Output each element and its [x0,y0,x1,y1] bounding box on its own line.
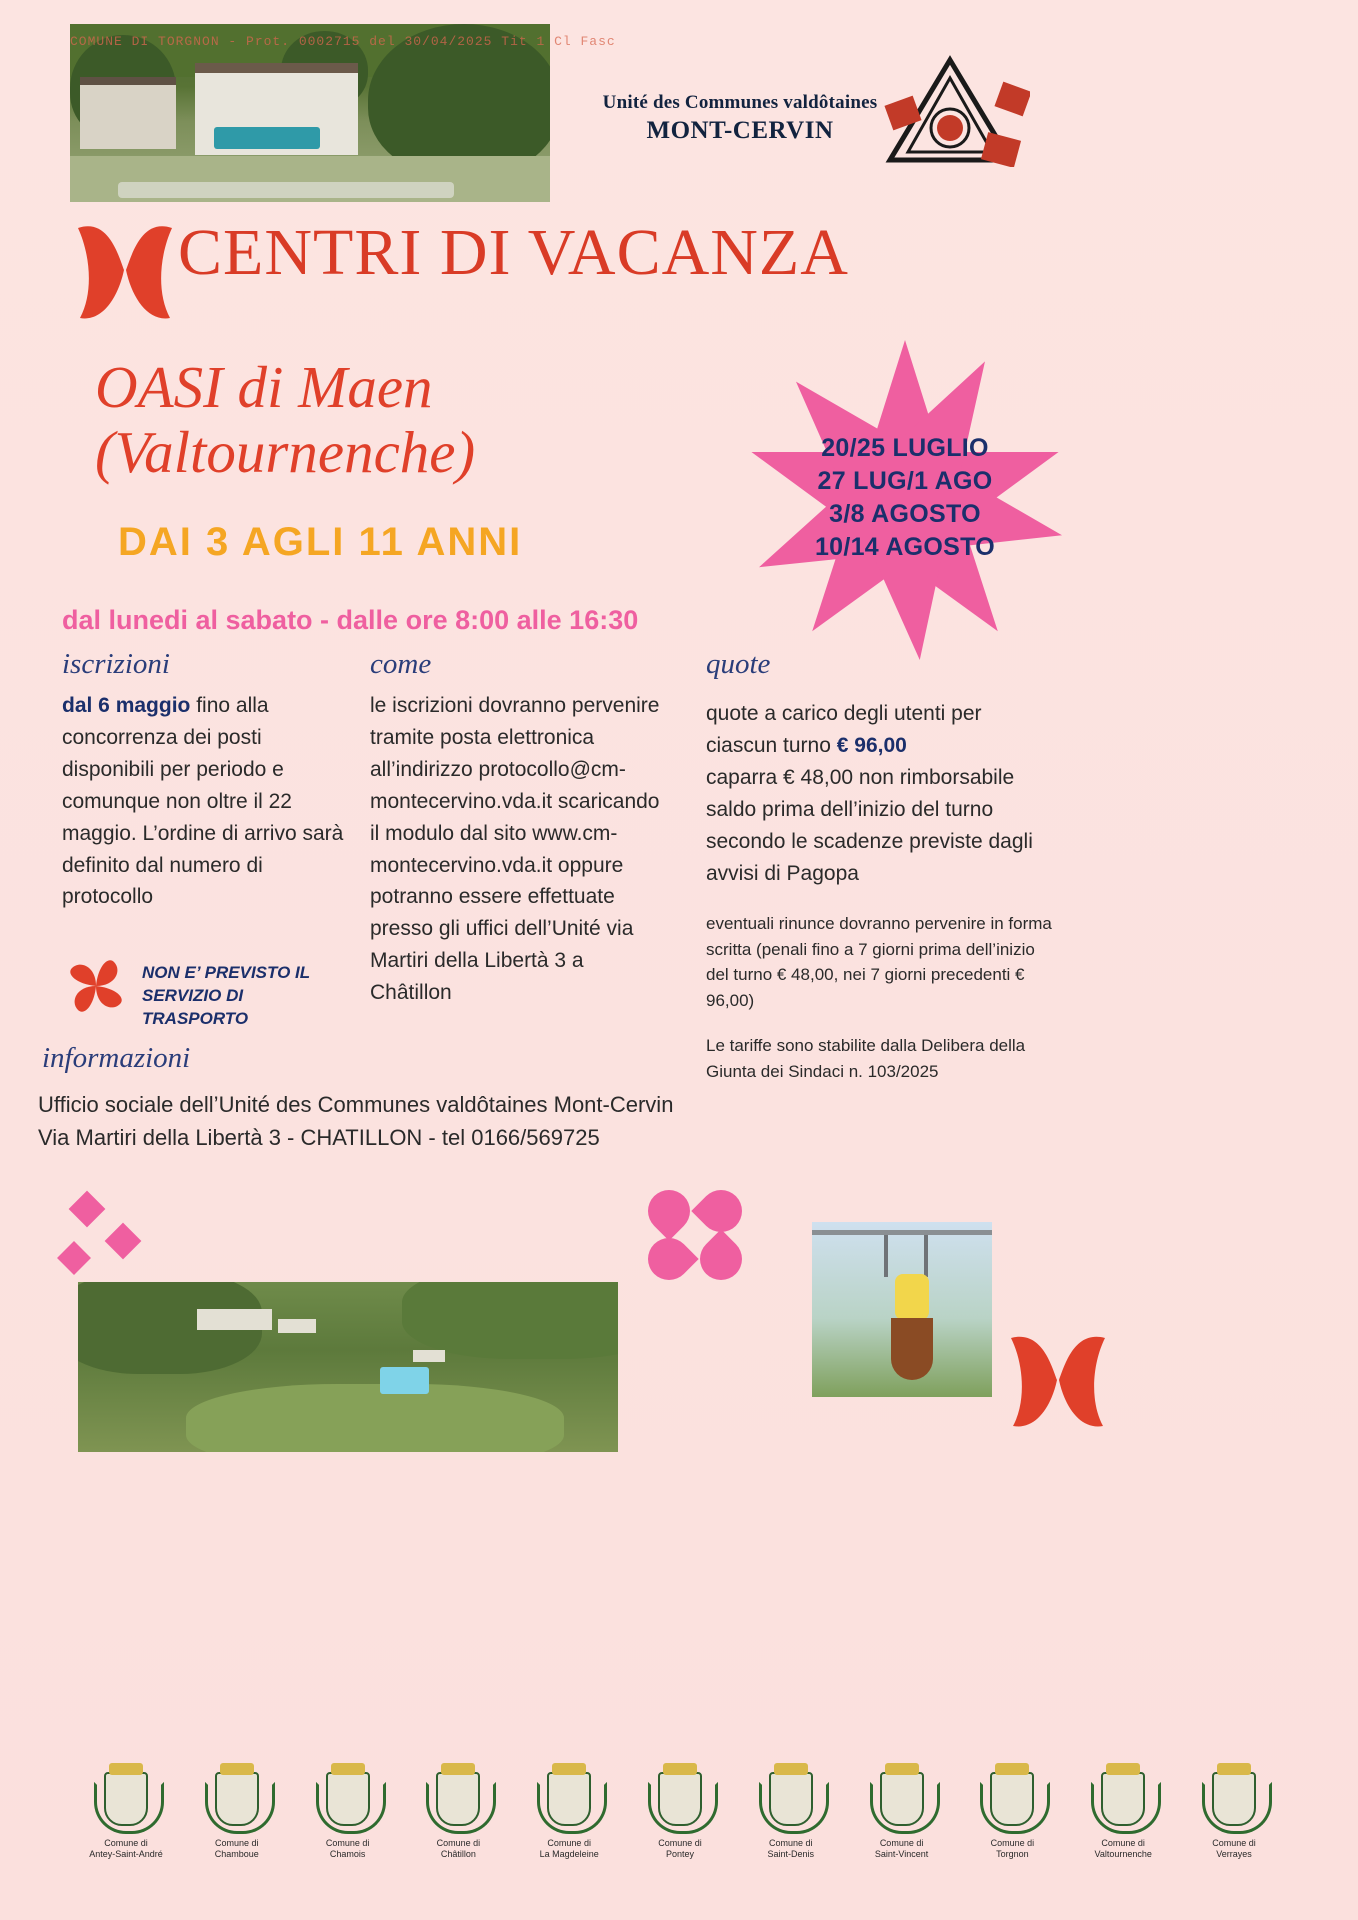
pinwheel-icon [60,950,132,1022]
informazioni-line-2: Via Martiri della Libertà 3 - CHATILLON - tel 0166/569725 [38,1125,600,1150]
quote-note-1: eventuali rinunce dovranno pervenire in forma scritta (penali fino a 7 giorni prima dell’inizio del turno € 48,00, nei 7 giorni precedenti € 96,00) [706,914,1052,1010]
quote-price: € 96,00 [836,733,907,757]
page-title: CENTRI DI VACANZA [178,216,849,289]
petal-decoration-icon [639,1229,698,1288]
quote-note-2: Le tariffe sono stabilite dalla Delibera della Giunta dei Sindaci n. 103/2025 [706,1036,1026,1081]
crest-item [523,1772,615,1860]
crest-item [745,1772,837,1860]
protocol-stamp: COMUNE DI TORGNON - Prot. 0002715 del 30/04/2025 Tit 1 Cl Fasc [70,34,616,49]
crest-item [856,1772,948,1860]
place-title [95,355,735,485]
no-transport-line-1: NON E’ PREVISTO IL [142,963,311,982]
ribbon-decoration-icon [1005,1330,1110,1430]
date-line-1: 20/25 LUGLIO [821,434,989,462]
come-body: le iscrizioni dovranno pervenire tramite posta elettronica all’indirizzo protocollo@cm-montecervino.vda.it scaricando il modulo dal sito www.cm-montecervino.vda.it oppure potranno essere effettuate presso gli uffici dell’Unité via Martiri della Libertà 3 a Châtillon [370,694,660,1005]
crest-item [634,1772,726,1860]
no-transport-line-2: SERVIZIO DI TRASPORTO [142,985,249,1028]
opening-hours: dal lunedi al sabato - dalle ore 8:00 alle 16:30 [62,605,639,635]
municipality-crests [80,1772,1280,1860]
date-line-2: 27 LUG/1 AGO [817,467,993,495]
crest-item [1188,1772,1280,1860]
iscrizioni-body [62,690,352,913]
diamond-decoration-icon [105,1223,142,1260]
org-line-1: Unité des Communes valdôtaines [602,92,878,113]
crest-town: Verrayes [1216,1848,1252,1859]
date-line-4: 10/14 AGOSTO [814,533,996,561]
informazioni-heading: informazioni [42,1042,191,1074]
crest-town: Chamboue [214,1848,259,1859]
crest-label: Comune di [990,1838,1035,1848]
iscrizioni-text: fino alla concorrenza dei posti disponibili per periodo e comunque non oltre il 22 maggio. L’ordine di arrivo sarà definito dal numero di protocollo [62,694,344,909]
crest-town: Pontey [665,1848,694,1859]
crest-item [412,1772,504,1860]
crest-label: Comune di [769,1838,813,1848]
come-heading: come [370,648,432,680]
crest-town: Saint-Vincent [874,1848,929,1859]
crest-town: Chamois [329,1848,366,1859]
crest-town: Châtillon [440,1848,476,1859]
crest-label: Comune di [104,1838,148,1848]
crest-label: Comune di [658,1838,702,1848]
crest-item [302,1772,394,1860]
age-range: DAI 3 AGLI 11 ANNI [118,520,523,564]
petal-decoration-icon [639,1181,698,1240]
crest-label: Comune di [1101,1838,1145,1848]
no-transport-note [142,962,332,1031]
crest-item [191,1772,283,1860]
informazioni-body [38,1088,758,1154]
dates-list [745,432,1065,564]
crest-town: Torgnon [996,1848,1029,1859]
crest-label: Comune di [325,1838,370,1848]
crest-label: Comune di [436,1838,481,1848]
dates-starburst [745,340,1065,660]
crest-label: Comune di [1212,1838,1256,1848]
crest-item [1077,1772,1169,1860]
crest-item [966,1772,1058,1860]
quote-line-2: caparra € 48,00 non rimborsabile [706,765,1015,789]
quote-heading: quote [706,648,771,680]
date-line-3: 3/8 AGOSTO [829,500,981,528]
organization-title [575,92,905,145]
crest-item [80,1772,172,1860]
crest-label: Comune di [215,1838,259,1848]
iscrizioni-lead: dal 6 maggio [62,694,191,717]
crest-town: Saint-Denis [767,1848,815,1859]
crest-town: La Magdeleine [539,1848,599,1859]
place-line-1: OASI di Maen [95,354,433,420]
crest-town: Antey-Saint-André [89,1848,163,1859]
ribbon-decoration-icon [72,218,177,323]
aerial-valley-photo [78,1282,618,1452]
iscrizioni-heading: iscrizioni [62,648,170,680]
diamond-decoration-icon [57,1241,91,1275]
org-line-2: MONT-CERVIN [646,117,834,144]
diamond-decoration-icon [69,1191,106,1228]
quote-body [706,698,1056,1084]
quote-line-1: quote a carico degli utenti per ciascun turno [706,702,982,757]
oasi-building-photo [70,24,550,202]
informazioni-line-1: Ufficio sociale dell’Unité des Communes valdôtaines Mont-Cervin [38,1092,674,1117]
mountain-logo-icon [880,52,1030,167]
crest-label: Comune di [547,1838,591,1848]
crest-label: Comune di [879,1838,924,1848]
crest-town: Valtournenche [1094,1848,1152,1859]
child-on-swing-photo [812,1222,992,1397]
place-line-2: (Valtournenche) [95,418,476,485]
quote-line-3: saldo prima dell’inizio del turno secondo le scadenze previste dagli avvisi di Pagopa [706,797,1033,885]
petal-decoration-icon [691,1229,750,1288]
